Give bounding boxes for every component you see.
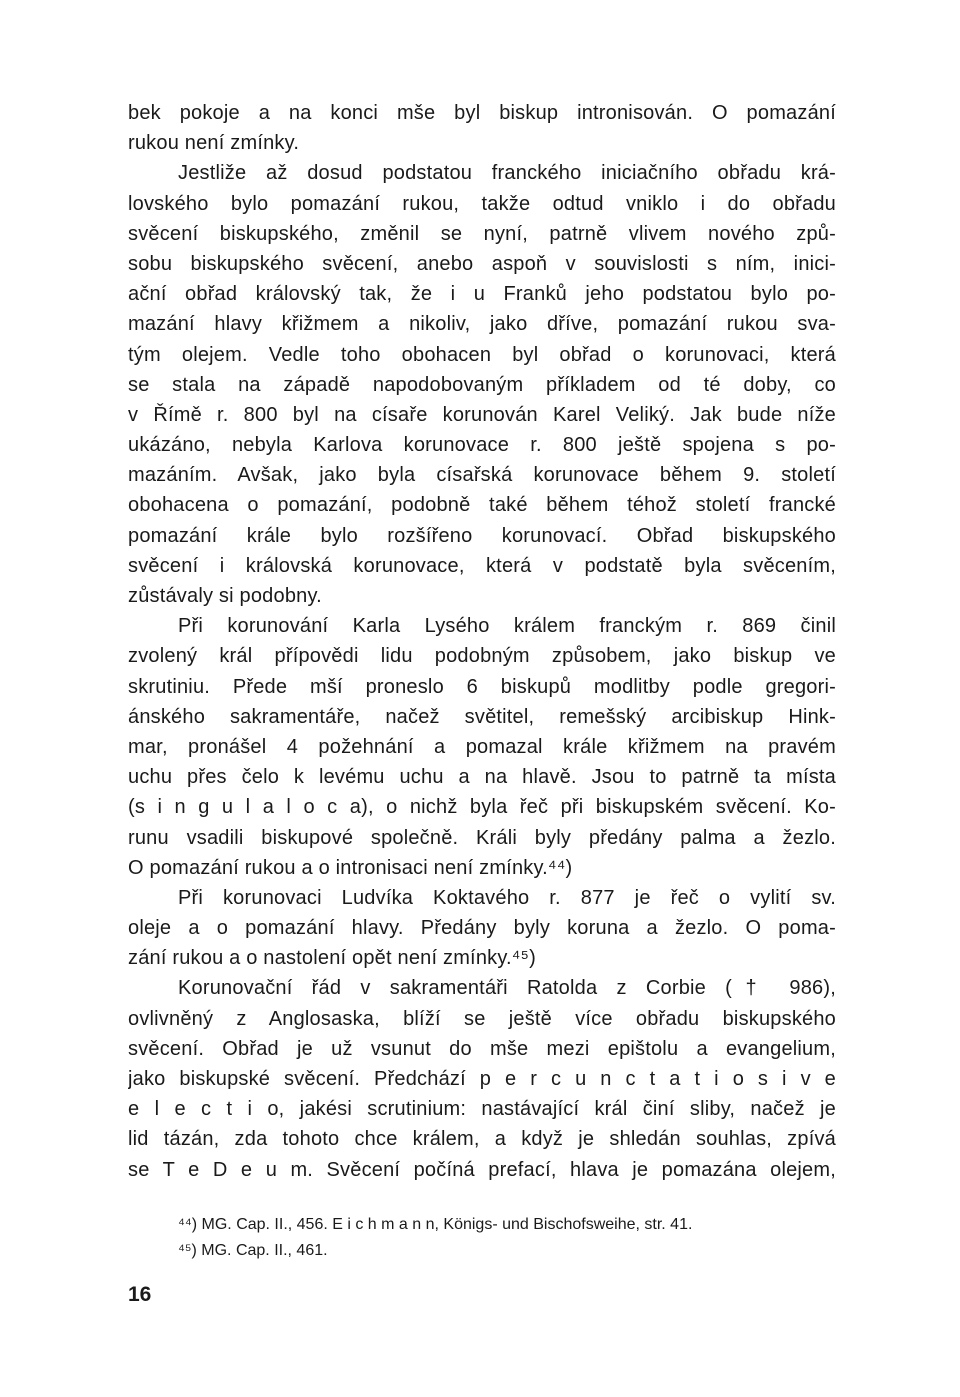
text-line: sobu biskupského svěcení, anebo aspoň v souvislosti s ním, inici- bbox=[128, 252, 836, 275]
text-line: svěcení biskupského, změnil se nyní, patrně vlivem nového způ- bbox=[128, 222, 836, 245]
text-line: tým olejem. Vedle toho obohacen byl obřad o korunovaci, která bbox=[128, 343, 836, 366]
text-line: Při korunování Karla Lysého králem franckým r. 869 činil bbox=[178, 615, 836, 638]
footnote: ⁴⁵) MG. Cap. II., 461. bbox=[178, 1242, 328, 1259]
text-line: skrutiniu. Přede mší proneslo 6 biskupů modlitby podle gregori- bbox=[128, 675, 836, 698]
text-line: lid tázán, zda tohoto chce králem, a když je shledán souhlas, zpívá bbox=[128, 1128, 836, 1151]
text-line: oleje a o pomazání hlavy. Předány byly koruna a žezlo. O poma- bbox=[128, 917, 836, 940]
text-line: ovlivněný z Anglosaska, blíží se ještě více obřadu biskupského bbox=[128, 1007, 836, 1030]
footnote: ⁴⁴) MG. Cap. II., 456. E i c h m a n n, Königs- und Bischofsweihe, str. 41. bbox=[178, 1216, 693, 1233]
text-line: jako biskupské svěcení. Předchází p e r c u n c t a t i o s i v e bbox=[128, 1068, 836, 1090]
text-line: mar, pronášel 4 požehnání a pomazal krále křižmem na pravém bbox=[128, 735, 836, 758]
text-line: zůstávaly si podobny. bbox=[128, 585, 322, 607]
text-line: se stala na západě napodobovaným příkladem od té doby, co bbox=[128, 373, 836, 396]
text-line: Korunovační řád v sakramentáři Ratolda z Corbie († 986), bbox=[178, 977, 836, 1000]
text-line: e l e c t i o, jakési scrutinium: nastávající král činí sliby, načež je bbox=[128, 1098, 836, 1121]
text-line: O pomazání rukou a o intronisaci není zmínky.⁴⁴) bbox=[128, 856, 573, 879]
text-line: ukázáno, nebyla Karlova korunovace r. 800 ještě spojena s po- bbox=[128, 434, 836, 457]
text-line: (s i n g u l a l o c a), o nichž byla řeč při biskupském svěcení. Ko- bbox=[128, 796, 836, 819]
text-line: obohacena o pomazání, podobně také během téhož století francké bbox=[128, 494, 836, 517]
text-line: v Římě r. 800 byl na císaře korunován Karel Veliký. Jak bude níže bbox=[128, 403, 836, 426]
text-line: se T e D e u m. Svěcení počíná prefací, hlava je pomazána olejem, bbox=[128, 1158, 836, 1181]
text-line: rukou není zmínky. bbox=[128, 132, 300, 155]
text-line: runu vsadili biskupové společně. Králi byly předány palma a žezlo. bbox=[128, 826, 836, 849]
text-line: ační obřad královský tak, že i u Franků jeho podstatou bylo po- bbox=[128, 283, 836, 306]
text-line: Jestliže až dosud podstatou franckého iniciačního obřadu krá- bbox=[178, 162, 836, 185]
text-line: zvolený král přípovědi lidu podobným způsobem, jako biskup ve bbox=[128, 645, 836, 668]
footnotes bbox=[178, 1212, 838, 1264]
text-line: lovského bylo pomazání rukou, takže odtud vniklo i do obřadu bbox=[128, 192, 836, 215]
text-line: bek pokoje a na konci mše byl biskup intronisován. O pomazání bbox=[128, 102, 836, 124]
text-line: ánského sakramentáře, načež světitel, remešský arcibiskup Hink- bbox=[128, 705, 836, 728]
page-number: 16 bbox=[128, 1283, 152, 1306]
body-text bbox=[128, 98, 836, 1185]
text-line: svěcení. Obřad je už vsunut do mše mezi epištolu a evangelium, bbox=[128, 1037, 836, 1060]
text-line: pomazání krále bylo rozšířeno korunovací. Obřad biskupského bbox=[128, 524, 836, 547]
text-line: Při korunovaci Ludvíka Koktavého r. 877 je řeč o vylití sv. bbox=[178, 886, 836, 909]
text-line: mazání hlavy křižmem a nikoliv, jako dříve, pomazání rukou sva- bbox=[128, 313, 836, 336]
text-line: svěcení i královská korunovace, která v podstatě byla svěcením, bbox=[128, 554, 836, 577]
text-line: uchu přes čelo k levému uchu a na hlavě. Jsou to patrně ta místa bbox=[128, 766, 836, 789]
text-line: zání rukou a o nastolení opět není zmínky.⁴⁵) bbox=[128, 947, 536, 970]
text-line: mazáním. Avšak, jako byla císařská korunovace během 9. století bbox=[128, 464, 836, 487]
